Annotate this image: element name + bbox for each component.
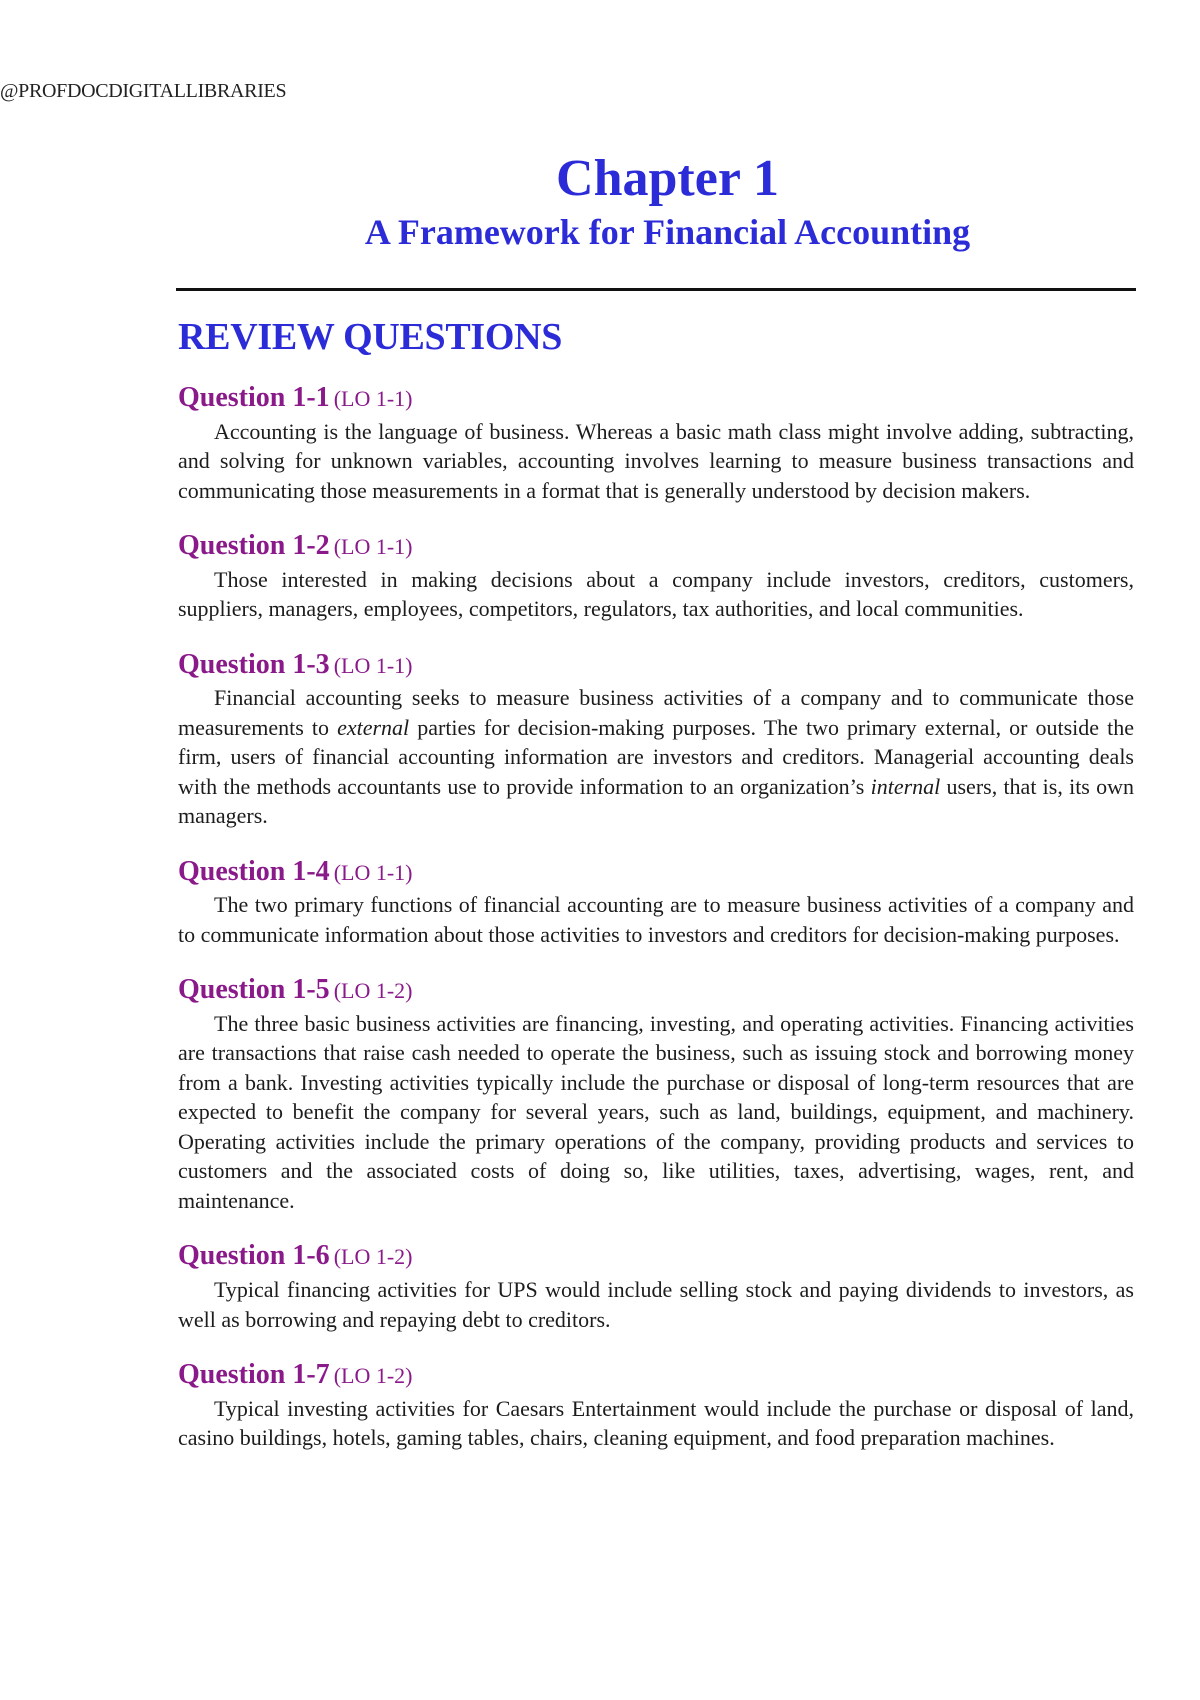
question-header [178, 973, 1134, 1007]
horizontal-divider [176, 288, 1136, 291]
answer-text: Those interested in making decisions about a company include investors, creditors, customers, suppliers, managers, employees, competitors, regulators, tax authorities, and local communities. [178, 566, 1134, 622]
section-heading: REVIEW QUESTIONS [178, 316, 563, 358]
question-header [178, 1239, 1134, 1273]
question-item [178, 529, 1134, 624]
learning-objective: (LO 1-2) [333, 1363, 413, 1389]
answer-text: Typical financing activities for UPS would include selling stock and paying dividends to investors, as well as borrowing and repaying debt to creditors. [178, 1277, 1134, 1332]
answer-text: The two primary functions of financial accounting are to measure business activities of a company and to communicate information about those activities to investors and creditors for decision-making purposes. [178, 892, 1134, 947]
question-answer [178, 565, 1134, 624]
emphasized-text: external [337, 714, 410, 740]
emphasized-text: internal [870, 773, 941, 799]
question-label: Question 1-4 [178, 855, 330, 887]
question-label: Question 1-2 [178, 530, 330, 562]
learning-objective: (LO 1-2) [333, 1244, 413, 1270]
question-answer [178, 1394, 1134, 1453]
question-header [178, 381, 1134, 415]
answer-text: parties for decision-making purposes. The two primary external, or outside the firm, users of financial accounting information are investors and creditors. Managerial accounting deals with the methods accountants use to provide information to an organization’s [178, 714, 1134, 799]
chapter-header [0, 152, 1200, 252]
answer-text: Typical investing activities for Caesars Entertainment would include the purchase or disposal of land, casino buildings, hotels, gaming tables, chairs, cleaning equipment, and food preparation machines. [178, 1395, 1134, 1451]
question-header [178, 529, 1134, 563]
main-content [178, 315, 1134, 1477]
answer-text: The three basic business activities are financing, investing, and operating activities. Financing activities are transactions that raise cash needed to operate the business, such as issuing stock and borrowing money from a bank. Investing activities typically include the purchase or disposal of long-term resources that are expected to benefit the company for several years, such as land, buildings, equipment, and machinery. Operating activities include the primary operations of the company, providing products and services to customers and the associated costs of doing so, like utilities, taxes, advertising, wages, rent, and maintenance. [178, 1010, 1134, 1213]
learning-objective: (LO 1-1) [333, 534, 413, 560]
question-answer [178, 417, 1134, 506]
answer-text: Financial accounting seeks to measure business activities of a company and to communicate those measurements to [178, 685, 1134, 740]
question-label: Question 1-6 [178, 1240, 330, 1272]
question-item [178, 1358, 1134, 1453]
question-answer [178, 1275, 1134, 1334]
learning-objective: (LO 1-1) [333, 859, 413, 885]
question-answer [178, 890, 1134, 949]
answer-text: users, that is, its own managers. [178, 773, 1134, 829]
question-item [178, 855, 1134, 950]
watermark: @PROFDOCDIGITALLIBRARIES [0, 80, 287, 102]
chapter-subtitle: A Framework for Financial Accounting [364, 211, 971, 252]
question-list [178, 381, 1134, 1453]
answer-text: Accounting is the language of business. Whereas a basic math class might involve adding, subtracting, and solving for unknown variables, accounting involves learning to measure business transactions and communicating those measurements in a format that is generally understood by decision makers. [178, 418, 1134, 503]
question-item [178, 973, 1134, 1215]
question-header [178, 648, 1134, 682]
chapter-title: Chapter 1 [556, 150, 779, 207]
question-item [178, 648, 1134, 831]
learning-objective: (LO 1-1) [333, 386, 413, 411]
question-header [178, 1358, 1134, 1392]
question-item [178, 1239, 1134, 1334]
learning-objective: (LO 1-2) [333, 978, 413, 1004]
question-label: Question 1-3 [178, 648, 330, 680]
question-header [178, 855, 1134, 889]
question-label: Question 1-7 [178, 1359, 330, 1391]
question-answer [178, 1009, 1134, 1216]
question-answer [178, 683, 1134, 831]
question-label: Question 1-5 [178, 974, 330, 1006]
question-item [178, 381, 1134, 505]
learning-objective: (LO 1-1) [333, 652, 413, 678]
question-label: Question 1-1 [178, 382, 330, 413]
